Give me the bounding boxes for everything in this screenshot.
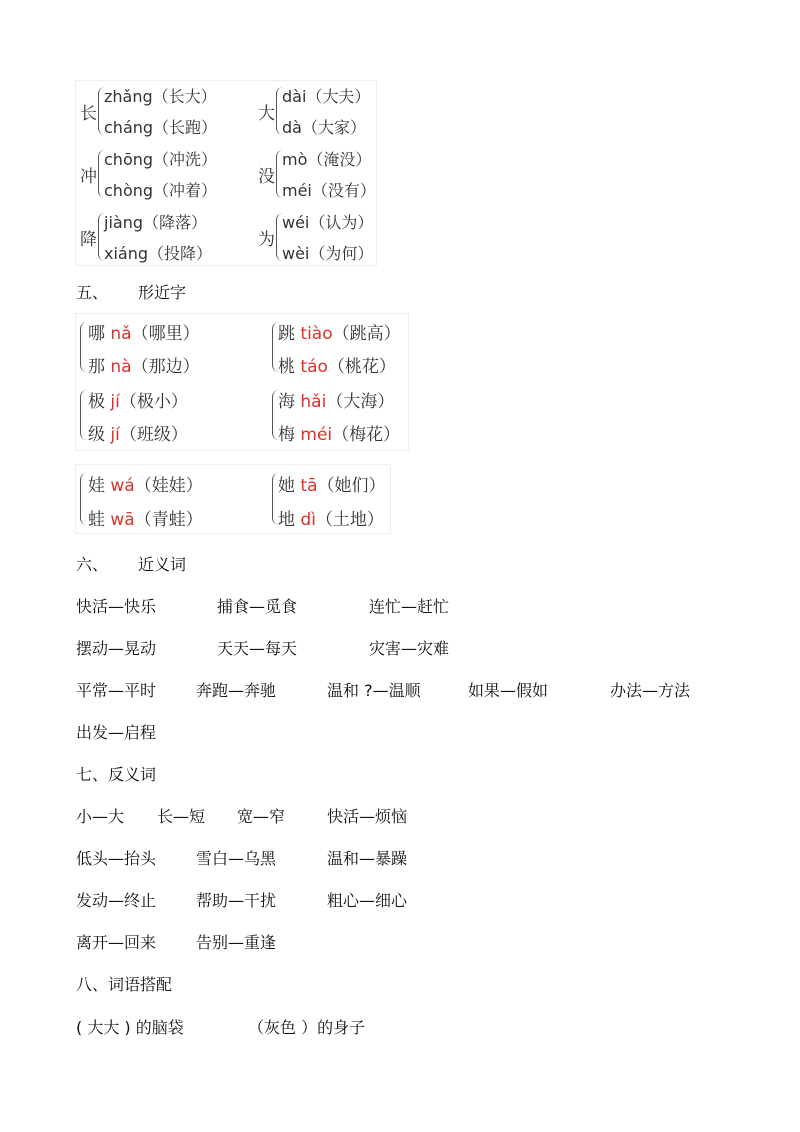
char-line: 她 tā（她们） [278,476,386,496]
reading-line: zhǎng（长大） [104,87,217,106]
similar-item [270,382,408,448]
char-line: 桃 táo（桃花） [278,357,396,377]
char-line: 地 dì（土地） [278,510,384,530]
similar-item [270,465,390,533]
char-line: 跳 tiào（跳高） [278,324,401,344]
polyphone-item [256,144,376,206]
section-title: 八、词语搭配 [76,975,173,994]
reading-line: chōng（冲洗） [104,150,218,169]
word-pair: 温和 ?—温顺 [327,681,421,700]
similar-item [76,382,266,448]
word-pair: 捕食—觅食 [217,597,298,616]
brace [80,322,87,372]
word-pair: 发动—终止 [76,891,157,910]
similar-chars-table-2 [75,464,391,534]
word-pair: 奔跑—奔驰 [196,681,277,700]
word-pair: 连忙—赶忙 [369,597,450,616]
reading-line: cháng（长跑） [104,118,218,137]
word-pair: 灾害—灾难 [369,639,450,658]
char-line: 海 hǎi（大海） [278,392,395,412]
char-line: 蛙 wā（青蛙） [88,510,203,530]
section-number: 五、 [76,283,109,302]
word-pair: 长—短 [157,807,206,826]
char-line: 极 jí（极小） [88,392,188,412]
polyphone-item [256,207,376,265]
polyphone-char: 冲 [80,167,97,187]
word-pair: 摆动—晃动 [76,639,157,658]
word-pair: 雪白—乌黑 [196,849,277,868]
word-pair: 出发—启程 [76,723,157,742]
reading-line: dài（大夫） [282,87,371,106]
brace [80,473,87,525]
reading-line: dà（大家） [282,118,366,137]
word-pair: 办法—方法 [610,681,691,700]
similar-item [76,314,266,380]
word-pair: 如果—假如 [468,681,549,700]
word-pair: 宽—窄 [237,807,286,826]
similar-item [76,465,266,533]
polyphone-char: 大 [258,104,275,124]
polyphone-item [76,144,226,206]
reading-line: wéi（认为） [282,213,374,232]
polyphone-char: 没 [258,167,275,187]
polyphone-char: 降 [80,230,97,250]
reading-line: xiáng（投降） [104,244,213,263]
similar-chars-table [75,313,409,451]
reading-line: chòng（冲着） [104,181,218,200]
char-line: 梅 méi（梅花） [278,425,401,445]
similar-item [270,314,408,380]
word-pair: 小—大 [76,807,125,826]
word-pair: 天天—每天 [217,639,298,658]
collocation: （灰色 ）的身子 [248,1018,366,1037]
polyphone-item [76,207,226,269]
word-pair: 平常—平时 [76,681,157,700]
word-pair: 快活—烦恼 [327,807,408,826]
reading-line: mò（淹没） [282,150,372,169]
word-pair: 离开—回来 [76,933,157,952]
word-pair: 温和—暴躁 [327,849,408,868]
section-number: 六、 [76,555,109,574]
section-title: 七、反义词 [76,765,157,784]
polyphone-item [256,81,376,143]
char-line: 娃 wá（娃娃） [88,476,203,496]
section-title: 近义词 [138,555,187,574]
char-line: 哪 nǎ（哪里） [88,324,200,344]
polyphone-char: 长 [80,104,97,124]
reading-line: méi（没有） [282,181,376,200]
reading-line: wèi（为何） [282,244,374,263]
char-line: 级 jí（班级） [88,425,188,445]
brace [80,390,87,440]
word-pair: 帮助—干扰 [196,891,277,910]
polyphone-char: 为 [258,230,275,250]
word-pair: 告别—重逢 [196,933,277,952]
polyphone-table [75,80,377,266]
reading-line: jiàng（降落） [104,213,208,232]
word-pair: 低头—抬头 [76,849,157,868]
word-pair: 快活—快乐 [76,597,157,616]
char-line: 那 nà（那边） [88,357,200,377]
collocation: ( 大大 ) 的脑袋 [76,1018,184,1037]
polyphone-item [76,81,226,143]
section-title: 形近字 [138,283,187,302]
word-pair: 粗心—细心 [327,891,408,910]
